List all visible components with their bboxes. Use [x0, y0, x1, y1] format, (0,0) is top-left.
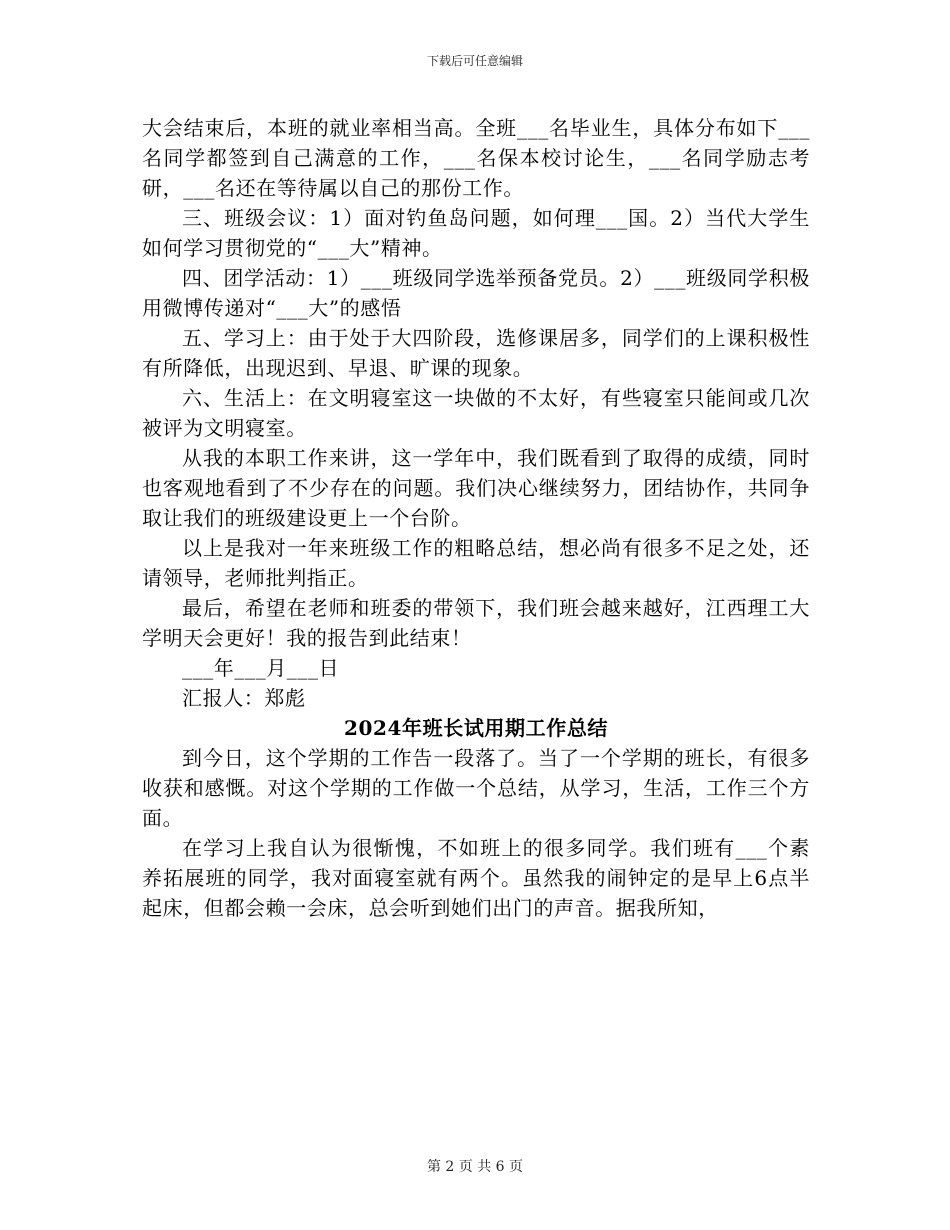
page-header: 下载后可任意编辑	[426, 54, 523, 68]
paragraph-class-meeting: 三、班级会议：1）面对钓鱼岛问题，如何理___国。2）当代大学生如何学习贯彻党的“___大”精神。	[142, 206, 810, 260]
paragraph-life: 六、生活上：在文明寝室这一块做的不太好，有些寝室只能间或几次被评为文明寝室。	[142, 386, 810, 440]
paragraph-summary: 以上是我对一年来班级工作的粗略总结，想必尚有很多不足之处，还请领导，老师批判指正。	[142, 536, 810, 590]
paragraph-study: 五、学习上：由于处于大四阶段，选修课居多，同学们的上课积极性有所降低，出现迟到、早退、旷课的现象。	[142, 326, 810, 380]
paragraph-duty-work: 从我的本职工作来讲，这一学年中，我们既看到了取得的成绩，同时也客观地看到了不少存在的问题。我们决心继续努力，团结协作，共同争取让我们的班级建设更上一个台阶。	[142, 446, 810, 530]
paragraph-employment: 大会结束后，本班的就业率相当高。全班___名毕业生，具体分布如下___名同学都签到自己满意的工作，___名保本校讨论生，___名同学励志考研，___名还在等待属以自己的那份工作。	[142, 116, 810, 200]
section-title: 2024年班长试用期工作总结	[343, 716, 609, 740]
paragraph-closing: 最后，希望在老师和班委的带领下，我们班会越来越好，江西理工大学明天会更好！我的报告到此结束！	[142, 596, 810, 650]
paragraph-study-reflection: 在学习上我自认为很惭愧，不如班上的很多同学。我们班有___个素养拓展班的同学，我对面寝室就有两个。虽然我的闹钟定的是早上6点半起床，但都会赖一会床，总会听到她们出门的声音。据我所知，	[142, 836, 810, 920]
paragraph-league-activities: 四、团学活动：1）___班级同学选举预备党员。2）___班级同学积极用微博传递对“___大”的感悟	[142, 266, 810, 320]
paragraph-semester-intro: 到今日，这个学期的工作告一段落了。当了一个学期的班长，有很多收获和感慨。对这个学期的工作做一个总结，从学习，生活，工作三个方面。	[142, 746, 810, 830]
document-body	[142, 113, 810, 923]
page-number: 第 2 页 共 6 页	[426, 1159, 524, 1175]
paragraph-reporter: 汇报人：郑彪	[182, 686, 306, 710]
paragraph-date: ___年___月___日	[182, 656, 340, 680]
